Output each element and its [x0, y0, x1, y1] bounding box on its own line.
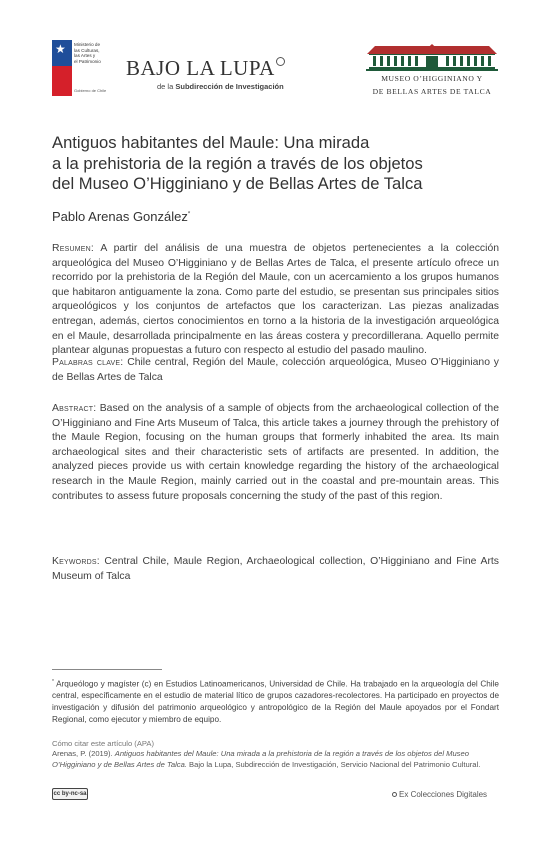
footnote-rule [52, 669, 162, 670]
citation-title: Antiguos habitantes del Maule: Una mirada a la prehistoria de la región a través de los objetos del Museo O’Higginiano y de Bellas Artes de Talca. [52, 749, 469, 769]
museum-logo [362, 42, 502, 98]
article-title: Antiguos habitantes del Maule: Una mirada a la prehistoria de la región a través de los objetos del Museo O’Higginiano y de Bellas Artes de Talca [52, 133, 423, 193]
abstract-label: Abstract: [52, 403, 97, 414]
magnifier-icon [392, 792, 397, 797]
citation-block: Cómo citar este artículo (APA) Arenas, P. (2019). Antiguos habitantes del Maule: Una mirada a la prehistoria de la región a través de los objetos del Museo O’Higginiano y de Bellas Artes de Talca. Bajo la Lupa, Subdirección de Investigación, Servicio Nacional del Patrimonio Cultural. [52, 739, 499, 770]
star-icon: ★ [55, 42, 66, 56]
resumen-label: Resumen: [52, 243, 94, 254]
cc-license-badge[interactable]: cc by-nc-sa [52, 788, 88, 800]
brand [126, 56, 301, 91]
brand-sub-bold: Subdirección de Investigación [175, 82, 284, 91]
colecciones-digitales-link[interactable]: Ex Colecciones Digitales [392, 790, 487, 799]
citation-heading: Cómo citar este artículo (APA) [52, 739, 154, 748]
magnifier-icon [276, 57, 285, 66]
museum-name-line1: MUSEO O’HIGGINIANO Y [381, 74, 483, 83]
ministry-logo [52, 40, 122, 98]
museum-name-line2: DE BELLAS ARTES DE TALCA [372, 87, 492, 96]
author-name: Pablo Arenas González* [52, 209, 191, 224]
palabras-clave-label: Palabras clave: [52, 357, 124, 368]
footnote: * Arqueólogo y magíster (c) en Estudios Latinoamericanos, Universidad de Chile. Ha trabajado en la arqueología del Chile central, específicamente en el estudio de material lítico de grupos cazadores-recolectores. Ha participado en proyectos de investigación y difusión del patrimonio arqueológico y antropológico de la Región del Maule apoyados por el Fondart Regional, como ejecutor y miembro de equipo. [52, 679, 499, 724]
palabras-clave-paragraph: Palabras clave: Chile central, Región del Maule, colección arqueológica, Museo O’Higginiano y de Bellas Artes de Talca [52, 357, 500, 383]
government-label: Gobierno de Chile [74, 88, 107, 93]
ministry-name: Ministerio de las Culturas, las Artes y el Patrimonio [74, 42, 101, 64]
abstract-paragraph: Abstract: Based on the analysis of a sample of objects from the archaeological collection of the O’Higginiano and Fine Arts Museum of Talca, this article takes a journey through the prehistory of the Maule Region, focusing on the human groups that formerly inhabited the area. Its main archaeological sites and their characteristic sets of artifacts are presented. In addition, the analyzed pieces provide us with certain knowledge regarding the history of the archaeological research in the Maule Region, mainly carried out in the coastal and pre-mountain areas. This contributes to assess future proposals concerning the study of the past of this region. [52, 403, 499, 502]
museum-building-icon [363, 42, 501, 72]
keywords-paragraph: Keywords: Central Chile, Maule Region, Archaeological collection, O’Higginiano and Fine Arts Museum of Talca [52, 556, 499, 582]
brand-sub-prefix: de la [157, 82, 174, 91]
brand-title: BAJO LA LUPA [126, 56, 275, 80]
resumen-paragraph: Resumen: A partir del análisis de una muestra de objetos pertenecientes a la colección arqueológica del Museo O’Higginiano y de Bellas Artes de Talca, el presente artículo ofrece un recorrido por la prehistoria de la Región del Maule, con un acercamiento a los grupos humanos que habitaron antiguamente la zona. Como parte del estudio, se presentan sus principales sitios arqueológicos y los conjuntos de artefactos que los caracterizan. Las piezas analizadas entregan, además, ciertos conocimientos en torno a la historia de la investigación arqueológica en el Maule, desarrollada principalmente en las áreas costera y precordillerana. Aquello permite plantear algunas propuestas a futuro con respecto al estudio del pasado maulino. [52, 243, 499, 357]
keywords-label: Keywords: [52, 556, 100, 567]
